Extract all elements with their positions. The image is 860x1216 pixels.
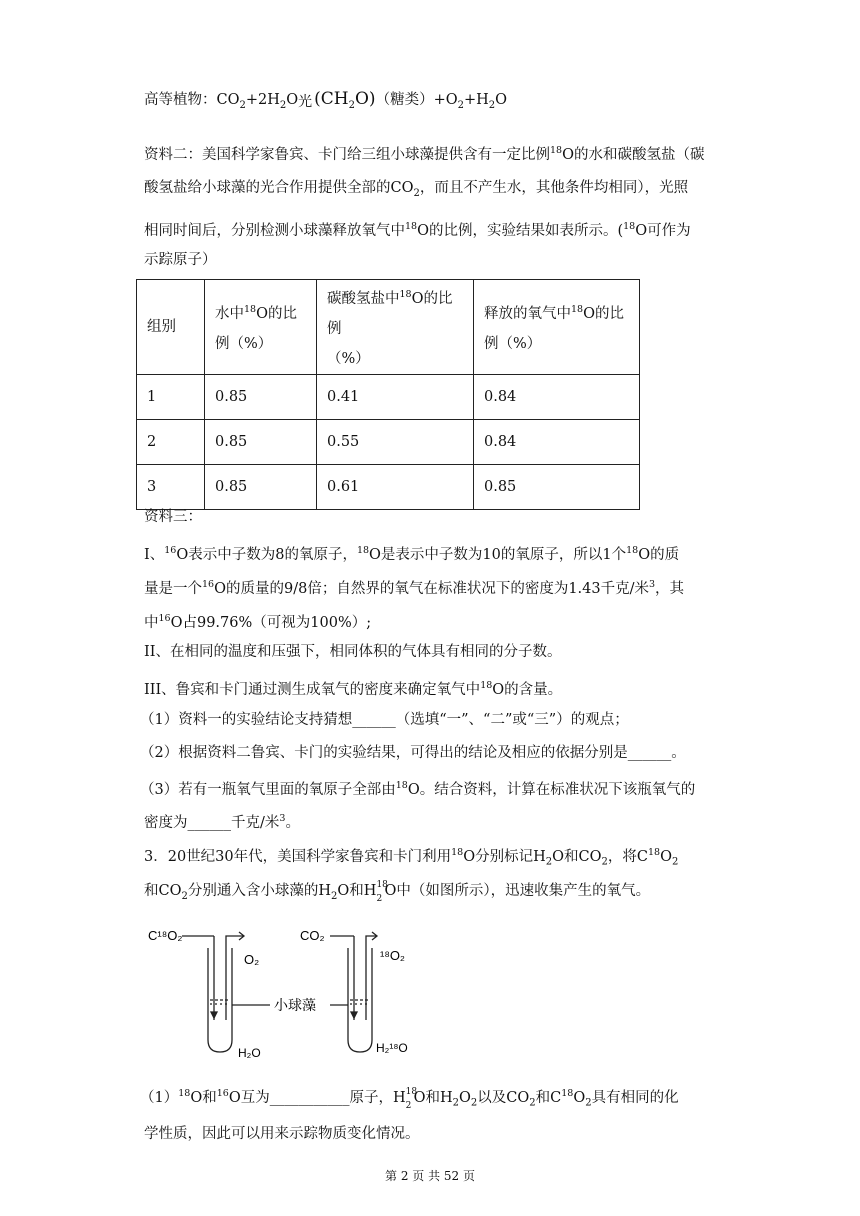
table-header-cell: 碳酸氢盐中$^{18}$O的比例 （%）: [317, 280, 474, 375]
table-cell: 0.55: [317, 419, 474, 464]
material-three-i-line-2: 量是一个$^{16}$O的质量的9/8倍；自然界的氧气在标准状况下的密度为1.43千克/米$^3$，其: [144, 579, 685, 597]
problem-3-line-1: 3．20世纪30年代，美国科学家鲁宾和卡门利用$^{18}$O分别标记$H_2O$和$CO_2$，将$C^{18}O_2$: [144, 847, 679, 868]
problem-3-line-2: 和$CO_2$分别通入含小球藻的$H_2O$和H 18 2 O中（如图所示），迅速收集产生的氧气。: [144, 880, 651, 904]
table-cell: 0.41: [317, 374, 474, 419]
material-three-ii: II、在相同的温度和压强下，相同体积的气体具有相同的分子数。: [144, 644, 562, 660]
material-two-line-1: 资料二：美国科学家鲁宾、卡门给三组小球藻提供含有一定比例$^{18}$O的水和碳酸氢盐（碳: [144, 145, 705, 163]
figure-left-input: C¹⁸O₂: [148, 928, 183, 943]
figure-right-bottom: H₂¹⁸O: [376, 1041, 408, 1055]
table-cell: 0.84: [474, 374, 640, 419]
figure-right-output: ¹⁸O₂: [380, 948, 405, 963]
table-row: [137, 374, 640, 419]
figure-left-output: O₂: [244, 952, 260, 967]
figure-right-input: CO₂: [300, 928, 325, 943]
material-three-i-line-1: I、$^{16}$O表示中子数为8的氧原子，$^{18}$O是表示中子数为10的氧原子，所以1个$^{18}$O的质: [144, 545, 680, 563]
equation-line: 高等植物：$CO_2+2H_2O$ 光 $(CH_2O)$（糖类）$+O_2+H_2O$: [144, 89, 508, 111]
left-test-tube: [182, 932, 244, 1052]
question-2: （2）根据资料二鲁宾、卡门的实验结果，可得出的结论及相应的依据分别是______。: [140, 745, 686, 761]
question-3-line-1: （3）若有一瓶氧气里面的氧原子全部由$^{18}$O。结合资料，计算在标准状况下该瓶氧气的: [140, 780, 696, 798]
table-cell: 1: [137, 374, 205, 419]
material-two-line-4: 示踪原子）: [144, 252, 217, 268]
equation-text: 高等植物：CO: [144, 92, 240, 108]
data-table: [136, 279, 640, 510]
figure-center-label: 小球藻: [274, 997, 316, 1013]
table-cell: 0.85: [205, 419, 317, 464]
experiment-figure: [140, 920, 440, 1065]
question-1: （1）资料一的实验结论支持猜想______（选填“一”、“二”或“三”）的观点；: [140, 712, 629, 728]
table-cell: 2: [137, 419, 205, 464]
table-cell: 0.85: [205, 374, 317, 419]
material-three-i-line-3: 中$^{16}$O占99.76%（可视为100%）;: [144, 613, 372, 631]
right-test-tube: [330, 932, 377, 1052]
material-two-line-2: 酸氢盐给小球藻的光合作用提供全部的$CO_2$，而且不产生水，其他条件均相同），光照: [144, 180, 689, 199]
table-cell: 3: [137, 464, 205, 509]
problem-3-q1-line-1: $(1)^{18}O$和$^{16}$O互为___________原子，H 18 2 O和$H_2O_2$以及$CO_2$和$C^{18}O_2$具有相同的化: [140, 1086, 679, 1111]
figure-left-bottom: H₂O: [238, 1046, 261, 1060]
table-header-row: [137, 280, 640, 375]
table-cell: 0.85: [474, 464, 640, 509]
table-cell: 0.61: [317, 464, 474, 509]
material-two-line-3: 相同时间后，分别检测小球藻释放氧气中$^{18}$O的比例，实验结果如表所示。($^{18}$O可作为: [144, 221, 691, 239]
table-header-cell: 组别: [137, 280, 205, 375]
table-header-cell: 释放的氧气中$^{18}$O的比 例（%）: [474, 280, 640, 375]
problem-3-q1-line-2: 学性质，因此可以用来示踪物质变化情况。: [144, 1126, 420, 1142]
question-3-line-2: 密度为______千克/米$^3$。: [144, 813, 300, 831]
material-three-title: 资料三：: [144, 509, 202, 525]
table-header-cell: 水中$^{18}$O的比 例（%）: [205, 280, 317, 375]
page-footer: 第 2 页 共 52 页: [385, 1169, 475, 1183]
table-row: [137, 419, 640, 464]
material-three-iii: III、鲁宾和卡门通过测生成氧气的密度来确定氧气中$^{18}$O的含量。: [144, 680, 563, 698]
table-cell: 0.85: [205, 464, 317, 509]
table-cell: 0.84: [474, 419, 640, 464]
table-row: [137, 464, 640, 509]
